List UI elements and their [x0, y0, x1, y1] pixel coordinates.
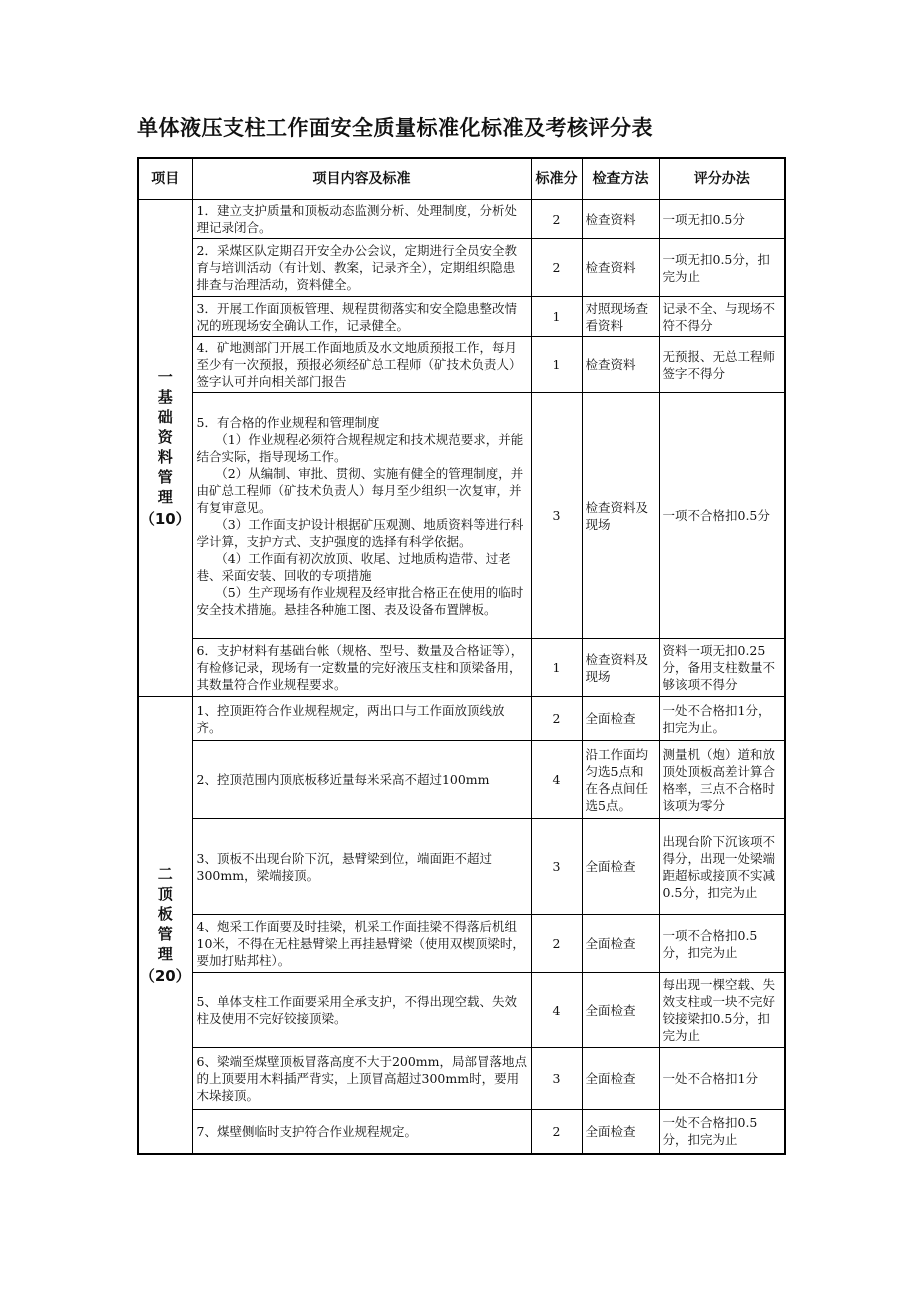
- item-content: [192, 915, 531, 973]
- item-score: 3: [531, 393, 582, 639]
- item-rule: 一处不合格扣0.5分，扣完为止: [659, 1110, 785, 1154]
- item-score: 3: [531, 1048, 582, 1110]
- item-content: [192, 337, 531, 393]
- item-content: [192, 1048, 531, 1110]
- content-line: （1）作业规程必须符合规程规定和技术规范要求，并能结合实际，指导现场工作。: [196, 431, 524, 464]
- item-method: 检查资料及现场: [582, 639, 659, 697]
- table-row: [138, 297, 785, 337]
- table-row: [138, 239, 785, 297]
- table-row: [138, 337, 785, 393]
- item-content: [192, 297, 531, 337]
- item-score: 1: [531, 639, 582, 697]
- item-score: 2: [531, 239, 582, 297]
- item-content: [192, 393, 531, 639]
- header-content: 项目内容及标准: [192, 158, 531, 200]
- table-row: [138, 1048, 785, 1110]
- item-method: 全面检查: [582, 819, 659, 915]
- item-rule: 每出现一棵空载、失效支柱或一块不完好铰接梁扣0.5分，扣完为止: [659, 973, 785, 1048]
- item-rule: 出现台阶下沉该项不得分，出现一处梁端距超标或接顶不实减0.5分，扣完为止: [659, 819, 785, 915]
- item-method: 全面检查: [582, 1110, 659, 1154]
- item-rule: 一项不合格扣0.5分，扣完为止: [659, 915, 785, 973]
- item-method: 全面检查: [582, 915, 659, 973]
- table-row: [138, 1110, 785, 1154]
- content-line: 7、煤壁侧临时支护符合作业规程规定。: [196, 1123, 417, 1139]
- item-rule: 一项不合格扣0.5分: [659, 393, 785, 639]
- item-content: [192, 697, 531, 741]
- item-method: 沿工作面均匀选5点和在各点间任选5点。: [582, 741, 659, 819]
- item-method: 全面检查: [582, 697, 659, 741]
- section-cell: [138, 697, 192, 1154]
- content-line: （3）工作面支护设计根据矿压观测、地质资料等进行科学计算，支护方式、支护强度的选择有科学依据。: [196, 516, 524, 549]
- content-line: （2）从编制、审批、贯彻、实施有健全的管理制度，并由矿总工程师（矿技术负责人）每月至少组织一次复审，并有复审意见。: [196, 465, 524, 515]
- item-score: 3: [531, 819, 582, 915]
- table-row: [138, 915, 785, 973]
- header-method: 检查方法: [582, 158, 659, 200]
- content-line: 3、顶板不出现台阶下沉，悬臂梁到位，端面距不超过300mm，梁端接顶。: [196, 850, 492, 883]
- content-line: 2、控顶范围内顶底板移近量每米采高不超过100mm: [196, 772, 490, 787]
- table-row: [138, 200, 785, 239]
- table-row: [138, 819, 785, 915]
- item-content: [192, 973, 531, 1048]
- content-line: 4、炮采工作面要及时挂梁，机采工作面挂梁不得落后机组10米，不得在无柱悬臂梁上再挂悬臂梁（使用双楔顶梁时，要加打贴邦柱）。: [196, 919, 525, 968]
- header-item: 项目: [138, 158, 192, 200]
- item-rule: 一项无扣0.5分: [659, 200, 785, 239]
- item-rule: 记录不全、与现场不符不得分: [659, 297, 785, 337]
- page-title: 单体液压支柱工作面安全质量标准化标准及考核评分表: [137, 116, 653, 140]
- content-line: 3．开展工作面顶板管理、规程贯彻落实和安全隐患整改情况的班现场安全确认工作，记录健全。: [196, 300, 517, 333]
- table-row: [138, 639, 785, 697]
- scoring-table: [137, 157, 786, 1155]
- item-method: 检查资料: [582, 337, 659, 393]
- header-row: [138, 158, 785, 200]
- item-rule: 一项无扣0.5分，扣完为止: [659, 239, 785, 297]
- content-line: 5、单体支柱工作面要采用全承支护，不得出现空载、失效柱及使用不完好铰接顶梁。: [196, 994, 517, 1026]
- item-score: 1: [531, 337, 582, 393]
- item-rule: 一处不合格扣1分，扣完为止。: [659, 697, 785, 741]
- item-content: [192, 639, 531, 697]
- content-line: （5）生产现场有作业规程及经审批合格正在使用的临时安全技术措施。悬挂各种施工图、表及设备布置牌板。: [196, 584, 524, 617]
- section-score: （10）: [139, 510, 191, 528]
- table-row: [138, 973, 785, 1048]
- item-score: 1: [531, 297, 582, 337]
- item-score: 4: [531, 973, 582, 1048]
- content-line: 1、控顶距符合作业规程规定，两出口与工作面放顶线放齐。: [196, 702, 505, 735]
- table-row: [138, 697, 785, 741]
- item-content: [192, 1110, 531, 1154]
- content-line: 4．矿地测部门开展工作面地质及水文地质预报工作，每月至少有一次预报，预报必须经矿总工程师（矿技术负责人）签字认可并向相关部门报告: [196, 340, 522, 389]
- item-score: 2: [531, 915, 582, 973]
- item-score: 2: [531, 200, 582, 239]
- header-rule: 评分办法: [659, 158, 785, 200]
- item-rule: 资料一项无扣0.25分，备用支柱数量不够该项不得分: [659, 639, 785, 697]
- table-row: [138, 393, 785, 639]
- item-score: 4: [531, 741, 582, 819]
- item-score: 2: [531, 1110, 582, 1154]
- section-label: 二顶板管理: [157, 864, 173, 963]
- content-line: 1．建立支护质量和顶板动态监测分析、处理制度，分析处理记录闭合。: [196, 203, 517, 235]
- item-rule: 无预报、无总工程师签字不得分: [659, 337, 785, 393]
- item-method: 检查资料及现场: [582, 393, 659, 639]
- content-line: 6、梁端至煤壁顶板冒落高度不大于200mm，局部冒落地点的上顶要用木料插严背实，上顶冒高超过300mm时，要用木垛接顶。: [196, 1054, 528, 1103]
- content-line: 2．采煤区队定期召开安全办公会议，定期进行全员安全教育与培训活动（有计划、教案，记录齐全），定期组织隐患排查与治理活动，资料健全。: [196, 243, 517, 292]
- table-row: [138, 741, 785, 819]
- content-line: 6．支护材料有基础台帐（规格、型号、数量及合格证等），有检修记录，现场有一定数量的完好液压支柱和顶梁备用，其数量符合作业规程要求。: [196, 643, 524, 692]
- item-rule: 一处不合格扣1分: [659, 1048, 785, 1110]
- item-rule: 测量机（炮）道和放顶处顶板高差计算合格率，三点不合格时该项为零分: [659, 741, 785, 819]
- item-content: [192, 819, 531, 915]
- item-method: 全面检查: [582, 973, 659, 1048]
- section-cell: [138, 200, 192, 697]
- section-label: 一基础资料管理: [157, 368, 173, 506]
- content-line: （4）工作面有初次放顶、收尾、过地质构造带、过老巷、采面安装、回收的专项措施: [196, 550, 511, 583]
- item-method: 检查资料: [582, 200, 659, 239]
- item-content: [192, 741, 531, 819]
- item-method: 全面检查: [582, 1048, 659, 1110]
- content-line: 5．有合格的作业规程和管理制度: [196, 414, 380, 430]
- item-score: 2: [531, 697, 582, 741]
- item-method: 对照现场查看资料: [582, 297, 659, 337]
- item-method: 检查资料: [582, 239, 659, 297]
- table-body: [138, 200, 785, 1154]
- item-content: [192, 239, 531, 297]
- header-score: 标准分: [531, 158, 582, 200]
- section-score: （20）: [139, 966, 191, 985]
- item-content: [192, 200, 531, 239]
